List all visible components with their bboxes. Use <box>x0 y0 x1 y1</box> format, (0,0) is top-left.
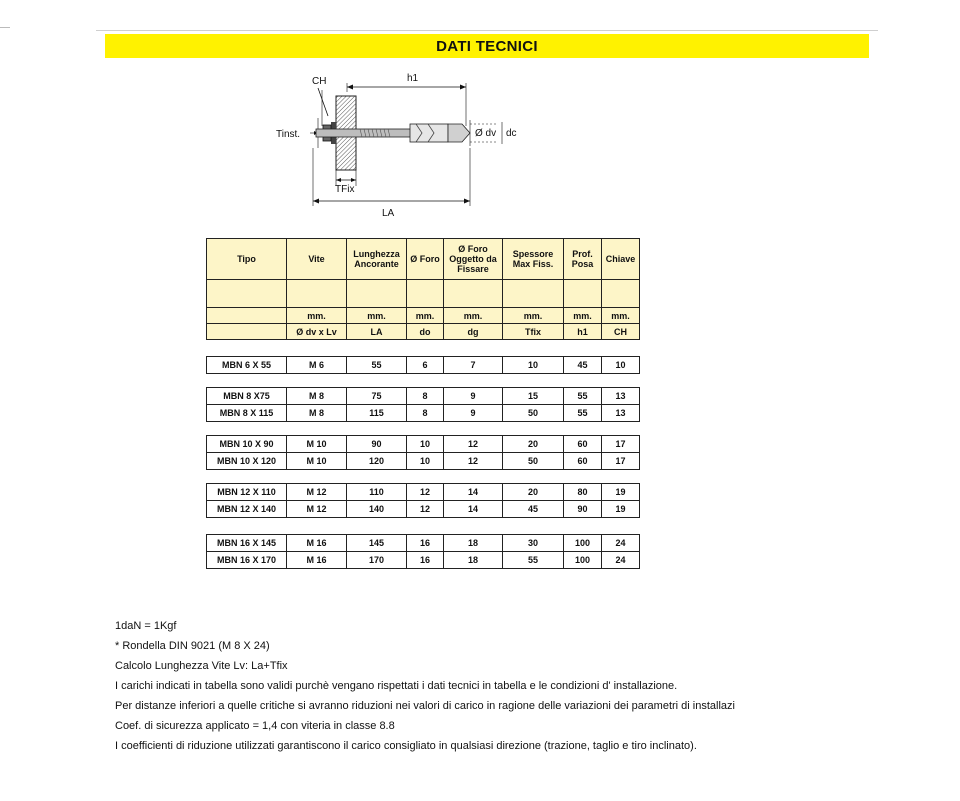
value-cell: 145 <box>347 535 407 552</box>
label-la: LA <box>382 208 395 219</box>
value-cell: 24 <box>602 535 640 552</box>
corner-tick <box>0 27 10 28</box>
value-cell: 8 <box>407 405 444 422</box>
symbol-cell: CH <box>602 324 640 340</box>
value-cell: 60 <box>564 436 602 453</box>
table-row <box>207 405 640 422</box>
value-cell: 19 <box>602 484 640 501</box>
symbol-cell <box>207 324 287 340</box>
symbol-cell: Tfix <box>503 324 564 340</box>
unit-cell <box>207 308 287 324</box>
header-cell: Vite <box>287 239 347 280</box>
value-cell: 14 <box>444 501 503 518</box>
note-line: Per distanze inferiori a quelle critiche si avranno riduzioni nei valori di carico in ragione delle variazioni dei parametri di installazi <box>115 700 735 712</box>
value-cell: 90 <box>347 436 407 453</box>
value-cell: 55 <box>564 388 602 405</box>
value-cell: 100 <box>564 535 602 552</box>
header-cell: Ø Foro Oggetto da Fissare <box>444 239 503 280</box>
notes-block <box>115 616 805 756</box>
value-cell: 12 <box>407 484 444 501</box>
model-cell: MBN 12 X 140 <box>207 501 287 518</box>
value-cell: 55 <box>347 357 407 374</box>
unit-cell: mm. <box>503 308 564 324</box>
value-cell: M 10 <box>287 453 347 470</box>
value-cell: 12 <box>407 501 444 518</box>
label-dc: dc <box>506 128 517 139</box>
value-cell: 75 <box>347 388 407 405</box>
units-row <box>207 308 640 324</box>
value-cell: 115 <box>347 405 407 422</box>
value-cell: 13 <box>602 405 640 422</box>
note-line: Coef. di sicurezza applicato = 1,4 con viteria in classe 8.8 <box>115 720 395 732</box>
value-cell: 19 <box>602 501 640 518</box>
label-tfix: TFix <box>335 184 355 195</box>
unit-cell: mm. <box>444 308 503 324</box>
value-cell: 140 <box>347 501 407 518</box>
value-cell: 17 <box>602 436 640 453</box>
model-cell: MBN 16 X 145 <box>207 535 287 552</box>
top-rule <box>96 30 878 31</box>
note-line: 1daN = 1Kgf <box>115 620 177 632</box>
value-cell: 9 <box>444 405 503 422</box>
model-cell: MBN 6 X 55 <box>207 357 287 374</box>
model-cell: MBN 12 X 110 <box>207 484 287 501</box>
header-cell: Spessore Max Fiss. <box>503 239 564 280</box>
table-row <box>207 552 640 569</box>
model-cell: MBN 10 X 90 <box>207 436 287 453</box>
symbol-cell: Ø dv x Lv <box>287 324 347 340</box>
banner-title: DATI TECNICI <box>436 37 538 55</box>
title-banner <box>105 34 869 58</box>
value-cell: 6 <box>407 357 444 374</box>
value-cell: 55 <box>564 405 602 422</box>
value-cell: 13 <box>602 388 640 405</box>
label-dv: Ø dv <box>475 128 497 139</box>
value-cell: 10 <box>503 357 564 374</box>
value-cell: 9 <box>444 388 503 405</box>
table-row <box>207 453 640 470</box>
value-cell: 8 <box>407 388 444 405</box>
group-gap <box>207 470 640 484</box>
note-line: I carichi indicati in tabella sono validi purchè vengano rispettati i dati tecnici in tabella e le condizioni d' installazione. <box>115 680 678 692</box>
note-line: I coefficienti di riduzione utilizzati garantiscono il carico consigliato in qualsiasi direzione (trazione, taglio e tiro inclinato). <box>115 740 697 752</box>
value-cell: 18 <box>444 535 503 552</box>
group-gap <box>207 340 640 357</box>
value-cell: 12 <box>444 436 503 453</box>
unit-cell: mm. <box>287 308 347 324</box>
value-cell: M 8 <box>287 388 347 405</box>
symbol-cell: LA <box>347 324 407 340</box>
value-cell: 170 <box>347 552 407 569</box>
value-cell: 20 <box>503 484 564 501</box>
value-cell: 12 <box>444 453 503 470</box>
note-line: * Rondella DIN 9021 (M 8 X 24) <box>115 640 270 652</box>
group-gap <box>207 422 640 436</box>
value-cell: M 12 <box>287 501 347 518</box>
value-cell: 120 <box>347 453 407 470</box>
note-line: Calcolo Lunghezza Vite Lv: La+Tfix <box>115 660 288 672</box>
value-cell: 7 <box>444 357 503 374</box>
value-cell: M 8 <box>287 405 347 422</box>
header-cell: Chiave <box>602 239 640 280</box>
value-cell: 110 <box>347 484 407 501</box>
table-row <box>207 388 640 405</box>
value-cell: 45 <box>564 357 602 374</box>
table-row <box>207 357 640 374</box>
value-cell: 30 <box>503 535 564 552</box>
value-cell: 15 <box>503 388 564 405</box>
header-cell: Ø Foro <box>407 239 444 280</box>
model-cell: MBN 10 X 120 <box>207 453 287 470</box>
value-cell: M 6 <box>287 357 347 374</box>
table-row <box>207 484 640 501</box>
value-cell: 90 <box>564 501 602 518</box>
value-cell: 18 <box>444 552 503 569</box>
header-cell: Lunghezza Ancorante <box>347 239 407 280</box>
value-cell: M 16 <box>287 535 347 552</box>
value-cell: 80 <box>564 484 602 501</box>
value-cell: 10 <box>602 357 640 374</box>
unit-cell: mm. <box>602 308 640 324</box>
model-cell: MBN 8 X75 <box>207 388 287 405</box>
value-cell: 24 <box>602 552 640 569</box>
unit-cell: mm. <box>407 308 444 324</box>
header-row <box>207 239 640 280</box>
label-ch: CH <box>312 76 327 87</box>
value-cell: 14 <box>444 484 503 501</box>
blank-row <box>207 280 640 308</box>
value-cell: M 16 <box>287 552 347 569</box>
group-gap <box>207 518 640 535</box>
value-cell: 20 <box>503 436 564 453</box>
symbol-cell: dg <box>444 324 503 340</box>
value-cell: 100 <box>564 552 602 569</box>
value-cell: M 12 <box>287 484 347 501</box>
label-tinst: Tinst. <box>276 129 301 140</box>
value-cell: 55 <box>503 552 564 569</box>
table-row <box>207 535 640 552</box>
symbol-cell: do <box>407 324 444 340</box>
anchor-diagram <box>270 66 530 228</box>
value-cell: 10 <box>407 436 444 453</box>
value-cell: 50 <box>503 453 564 470</box>
unit-cell: mm. <box>347 308 407 324</box>
value-cell: 10 <box>407 453 444 470</box>
value-cell: 45 <box>503 501 564 518</box>
spec-table <box>206 238 640 569</box>
value-cell: 60 <box>564 453 602 470</box>
table-row <box>207 436 640 453</box>
group-gap <box>207 374 640 388</box>
value-cell: M 10 <box>287 436 347 453</box>
symbol-cell: h1 <box>564 324 602 340</box>
table-row <box>207 501 640 518</box>
symbols-row <box>207 324 640 340</box>
value-cell: 50 <box>503 405 564 422</box>
value-cell: 16 <box>407 535 444 552</box>
model-cell: MBN 16 X 170 <box>207 552 287 569</box>
model-cell: MBN 8 X 115 <box>207 405 287 422</box>
header-cell: Tipo <box>207 239 287 280</box>
value-cell: 16 <box>407 552 444 569</box>
label-h1: h1 <box>407 73 419 84</box>
value-cell: 17 <box>602 453 640 470</box>
header-cell: Prof. Posa <box>564 239 602 280</box>
unit-cell: mm. <box>564 308 602 324</box>
